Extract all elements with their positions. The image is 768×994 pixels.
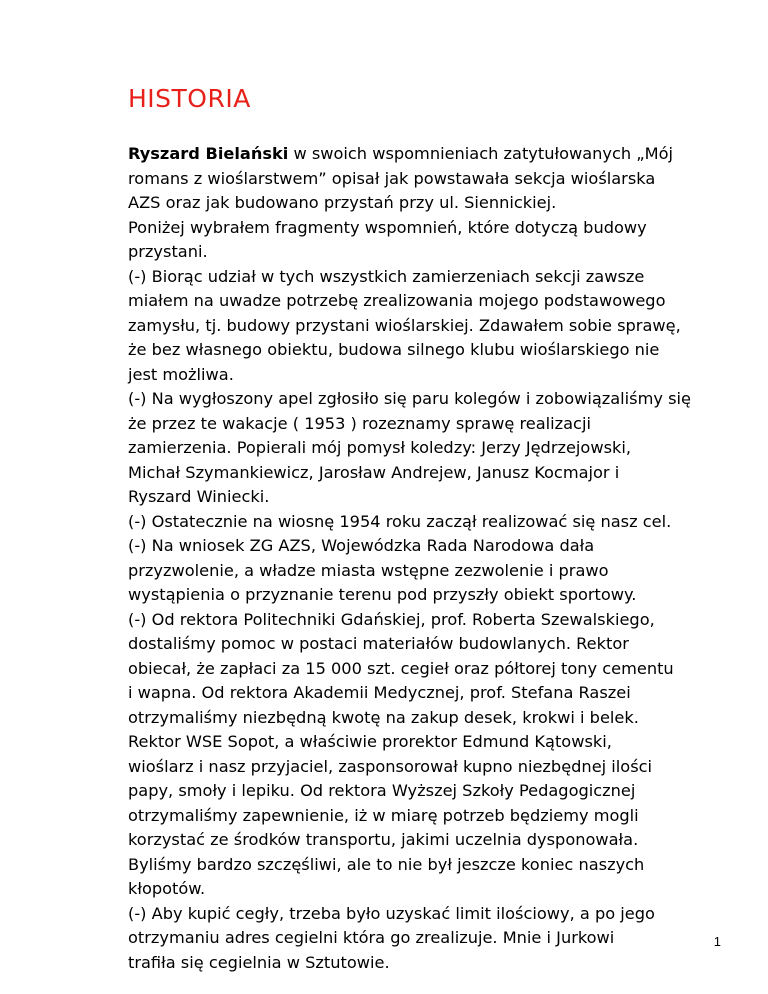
text-line: (-) Ostatecznie na wiosnę 1954 roku zaczął realizować się nasz cel. — [128, 511, 672, 531]
text-line: że bez własnego obiektu, budowa silnego klubu wioślarskiego nie — [128, 340, 660, 359]
text-line: otrzymaliśmy niezbędną kwotę na zakup desek, krokwi i belek. — [128, 707, 639, 727]
text-line: AZS oraz jak budowano przystań przy ul. Siennickiej. — [128, 193, 557, 212]
text-line: jest możliwa. — [128, 364, 234, 384]
text-line: przystani. — [128, 242, 208, 261]
text-line: romans z wioślarstwem” opisał jak powstawała sekcja wioślarska — [128, 168, 656, 188]
text-line: korzystać ze środków transportu, jakimi uczelnia dysponowała. — [128, 830, 639, 849]
text-line: (-) Biorąc udział w tych wszystkich zamierzeniach sekcji zawsze — [128, 266, 645, 286]
text-line: otrzymaliśmy zapewnienie, iż w miarę potrzeb będziemy mogli — [128, 805, 639, 825]
text-line: że przez te wakacje ( 1953 ) rozeznamy sprawę realizacji — [128, 413, 591, 433]
body-text — [128, 142, 691, 975]
text-line: Michał Szymankiewicz, Jarosław Andrejew, Janusz Kocmajor i — [128, 462, 620, 482]
text-line: trafiła się cegielnia w Sztutowie. — [128, 952, 390, 972]
text-line: (-) Od rektora Politechniki Gdańskiej, prof. Roberta Szewalskiego, — [128, 609, 655, 629]
text-line: obiecał, że zapłaci za 15 000 szt. cegieł oraz półtorej tony cementu — [128, 658, 674, 678]
text-line: przyzwolenie, a władze miasta wstępne zezwolenie i prawo — [128, 560, 609, 580]
text-line: Rektor WSE Sopot, a właściwie prorektor Edmund Kątowski, — [128, 732, 612, 751]
text-line: kłopotów. — [128, 879, 206, 898]
text-line — [128, 142, 688, 167]
text-line: (-) Na wniosek ZG AZS, Wojewódzka Rada Narodowa dała — [128, 536, 595, 555]
text-line: wystąpienia o przyznanie terenu pod przyszły obiekt sportowy. — [128, 585, 637, 604]
page-number: 1 — [713, 934, 721, 949]
text-line: Byliśmy bardzo szczęśliwi, ale to nie był jeszcze koniec naszych — [128, 854, 645, 874]
text-line: dostaliśmy pomoc w postaci materiałów budowlanych. Rektor — [128, 634, 629, 653]
page-title: HISTORIA — [128, 84, 251, 113]
text-line: (-) Aby kupić cegły, trzeba było uzyskać limit ilościowy, a po jego — [128, 903, 655, 923]
first-line-rest: w swoich wspomnieniach zatytułowanych „Mój — [288, 144, 674, 163]
text-line: zamierzenia. Popierali mój pomysł koledzy: Jerzy Jędrzejowski, — [128, 438, 632, 457]
text-line: Ryszard Winiecki. — [128, 487, 270, 506]
author-name: Ryszard Bielański — [128, 144, 289, 163]
text-line: zamysłu, tj. budowy przystani wioślarskiej. Zdawałem sobie sprawę, — [128, 315, 681, 335]
text-line: wioślarz i nasz przyjaciel, zasponsorował kupno niezbędnej ilości — [128, 756, 653, 776]
text-line: i wapna. Od rektora Akademii Medycznej, prof. Stefana Raszei — [128, 683, 631, 702]
text-line: Poniżej wybrałem fragmenty wspomnień, które dotyczą budowy — [128, 217, 647, 237]
text-line: otrzymaniu adres cegielni która go zrealizuje. Mnie i Jurkowi — [128, 928, 615, 947]
text-line: miałem na uwadze potrzebę zrealizowania mojego podstawowego — [128, 291, 666, 310]
text-line: papy, smoły i lepiku. Od rektora Wyższej Szkoły Pedagogicznej — [128, 781, 636, 800]
text-line: (-) Na wygłoszony apel zgłosiło się paru kolegów i zobowiązaliśmy się — [128, 389, 691, 408]
